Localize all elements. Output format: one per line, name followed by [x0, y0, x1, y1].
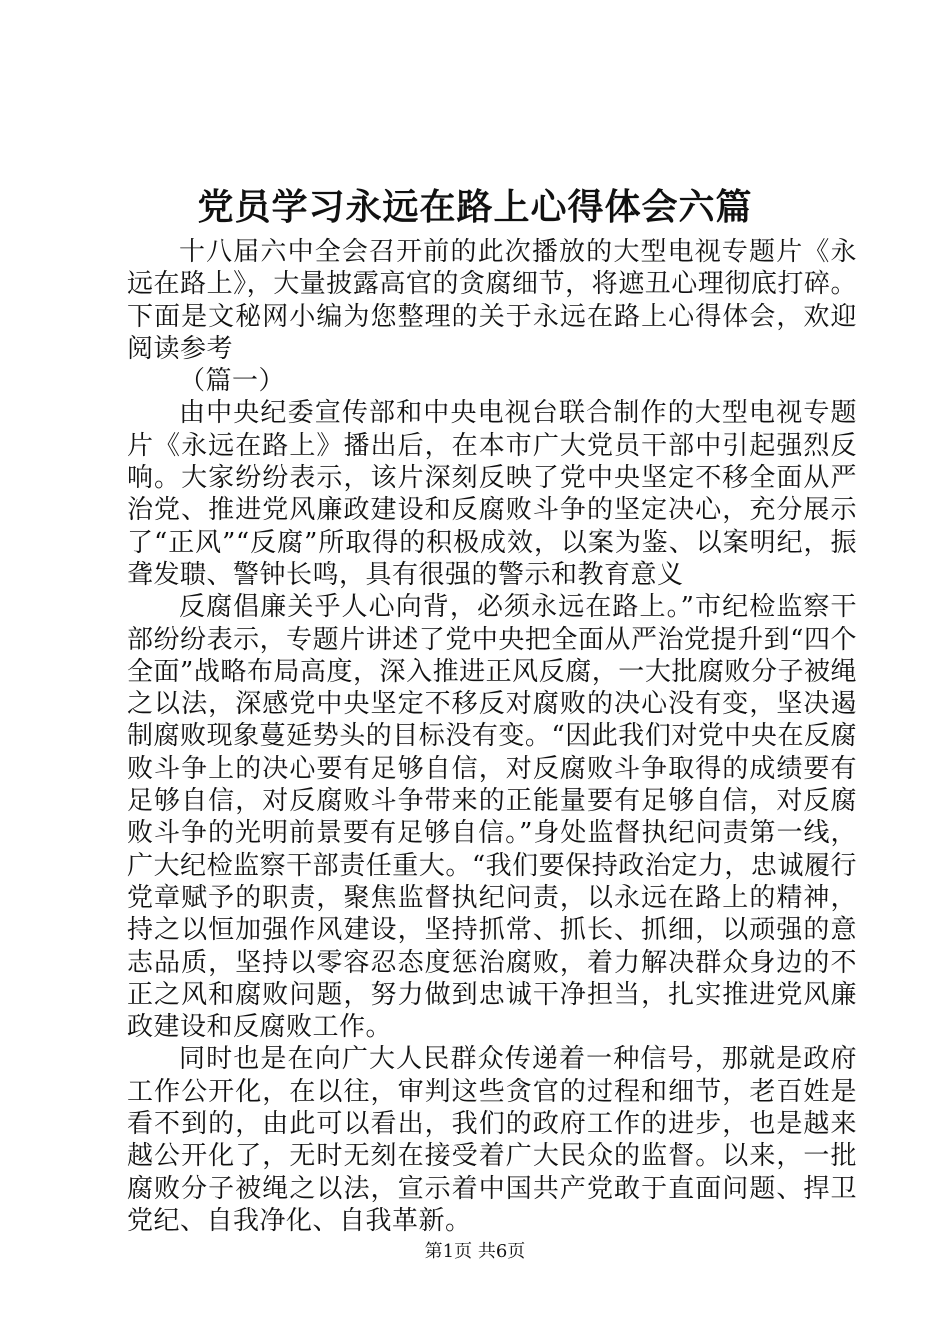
body-paragraph: 反腐倡廉关乎人心向背，必须永远在路上。”市纪检监察干部纷纷表示，专题片讲述了党中央把全面从严治党提升到“四个全面”战略布局高度，深入推进正风反腐，一大批腐败分子被绳之以法，深感党中央坚定不移反对腐败的决心没有变，坚决遏制腐败现象蔓延势头的目标没有变。“因此我们对党中央在反腐败斗争上的决心要有足够自信，对反腐败斗争取得的成绩要有足够自信，对反腐败斗争带来的正能量要有足够自信，对反腐败斗争的光明前景要有足够自信。”身处监督执纪问责第一线，广大纪检监察干部责任重大。“我们要保持政治定力，忠诚履行党章赋予的职责，聚焦监督执纪问责，以永远在路上的精神，持之以恒加强作风建设，坚持抓常、抓长、抓细，以顽强的意志品质，坚持以零容忍态度惩治腐败，着力解决群众身边的不正之风和腐败问题，努力做到忠诚干净担当，扎实推进党风廉政建设和反腐败工作。 [127, 592, 857, 1043]
intro-paragraph: 十八届六中全会召开前的此次播放的大型电视专题片《永远在路上》，大量披露高官的贪腐细节，将遮丑心理彻底打碎。下面是文秘网小编为您整理的关于永远在路上心得体会，欢迎阅读参考 [127, 237, 857, 364]
document-body [127, 236, 857, 1237]
body-paragraph: 同时也是在向广大人民群众传递着一种信号，那就是政府工作公开化，在以往，审判这些贪官的过程和细节，老百姓是看不到的，由此可以看出，我们的政府工作的进步，也是越来越公开化了，无时无刻在接受着广大民众的监督。以来，一批腐败分子被绳之以法，宣示着中国共产党敢于直面问题、捍卫党纪、自我净化、自我革新。 [127, 1044, 857, 1236]
body-paragraph: 由中央纪委宣传部和中央电视台联合制作的大型电视专题片《永远在路上》播出后，在本市广大党员干部中引起强烈反响。大家纷纷表示，该片深刻反映了党中央坚定不移全面从严治党、推进党风廉政建设和反腐败斗争的坚定决心，充分展示了“正风”“反腐”所取得的积极成效，以案为鉴、以案明纪，振聋发聩、警钟长鸣，具有很强的警示和教育意义 [127, 398, 857, 590]
document-title: 党员学习永远在路上心得体会六篇 [197, 186, 753, 228]
section-heading: （篇一） [179, 366, 286, 397]
page-footer: 第1页 共6页 [424, 1241, 526, 1262]
